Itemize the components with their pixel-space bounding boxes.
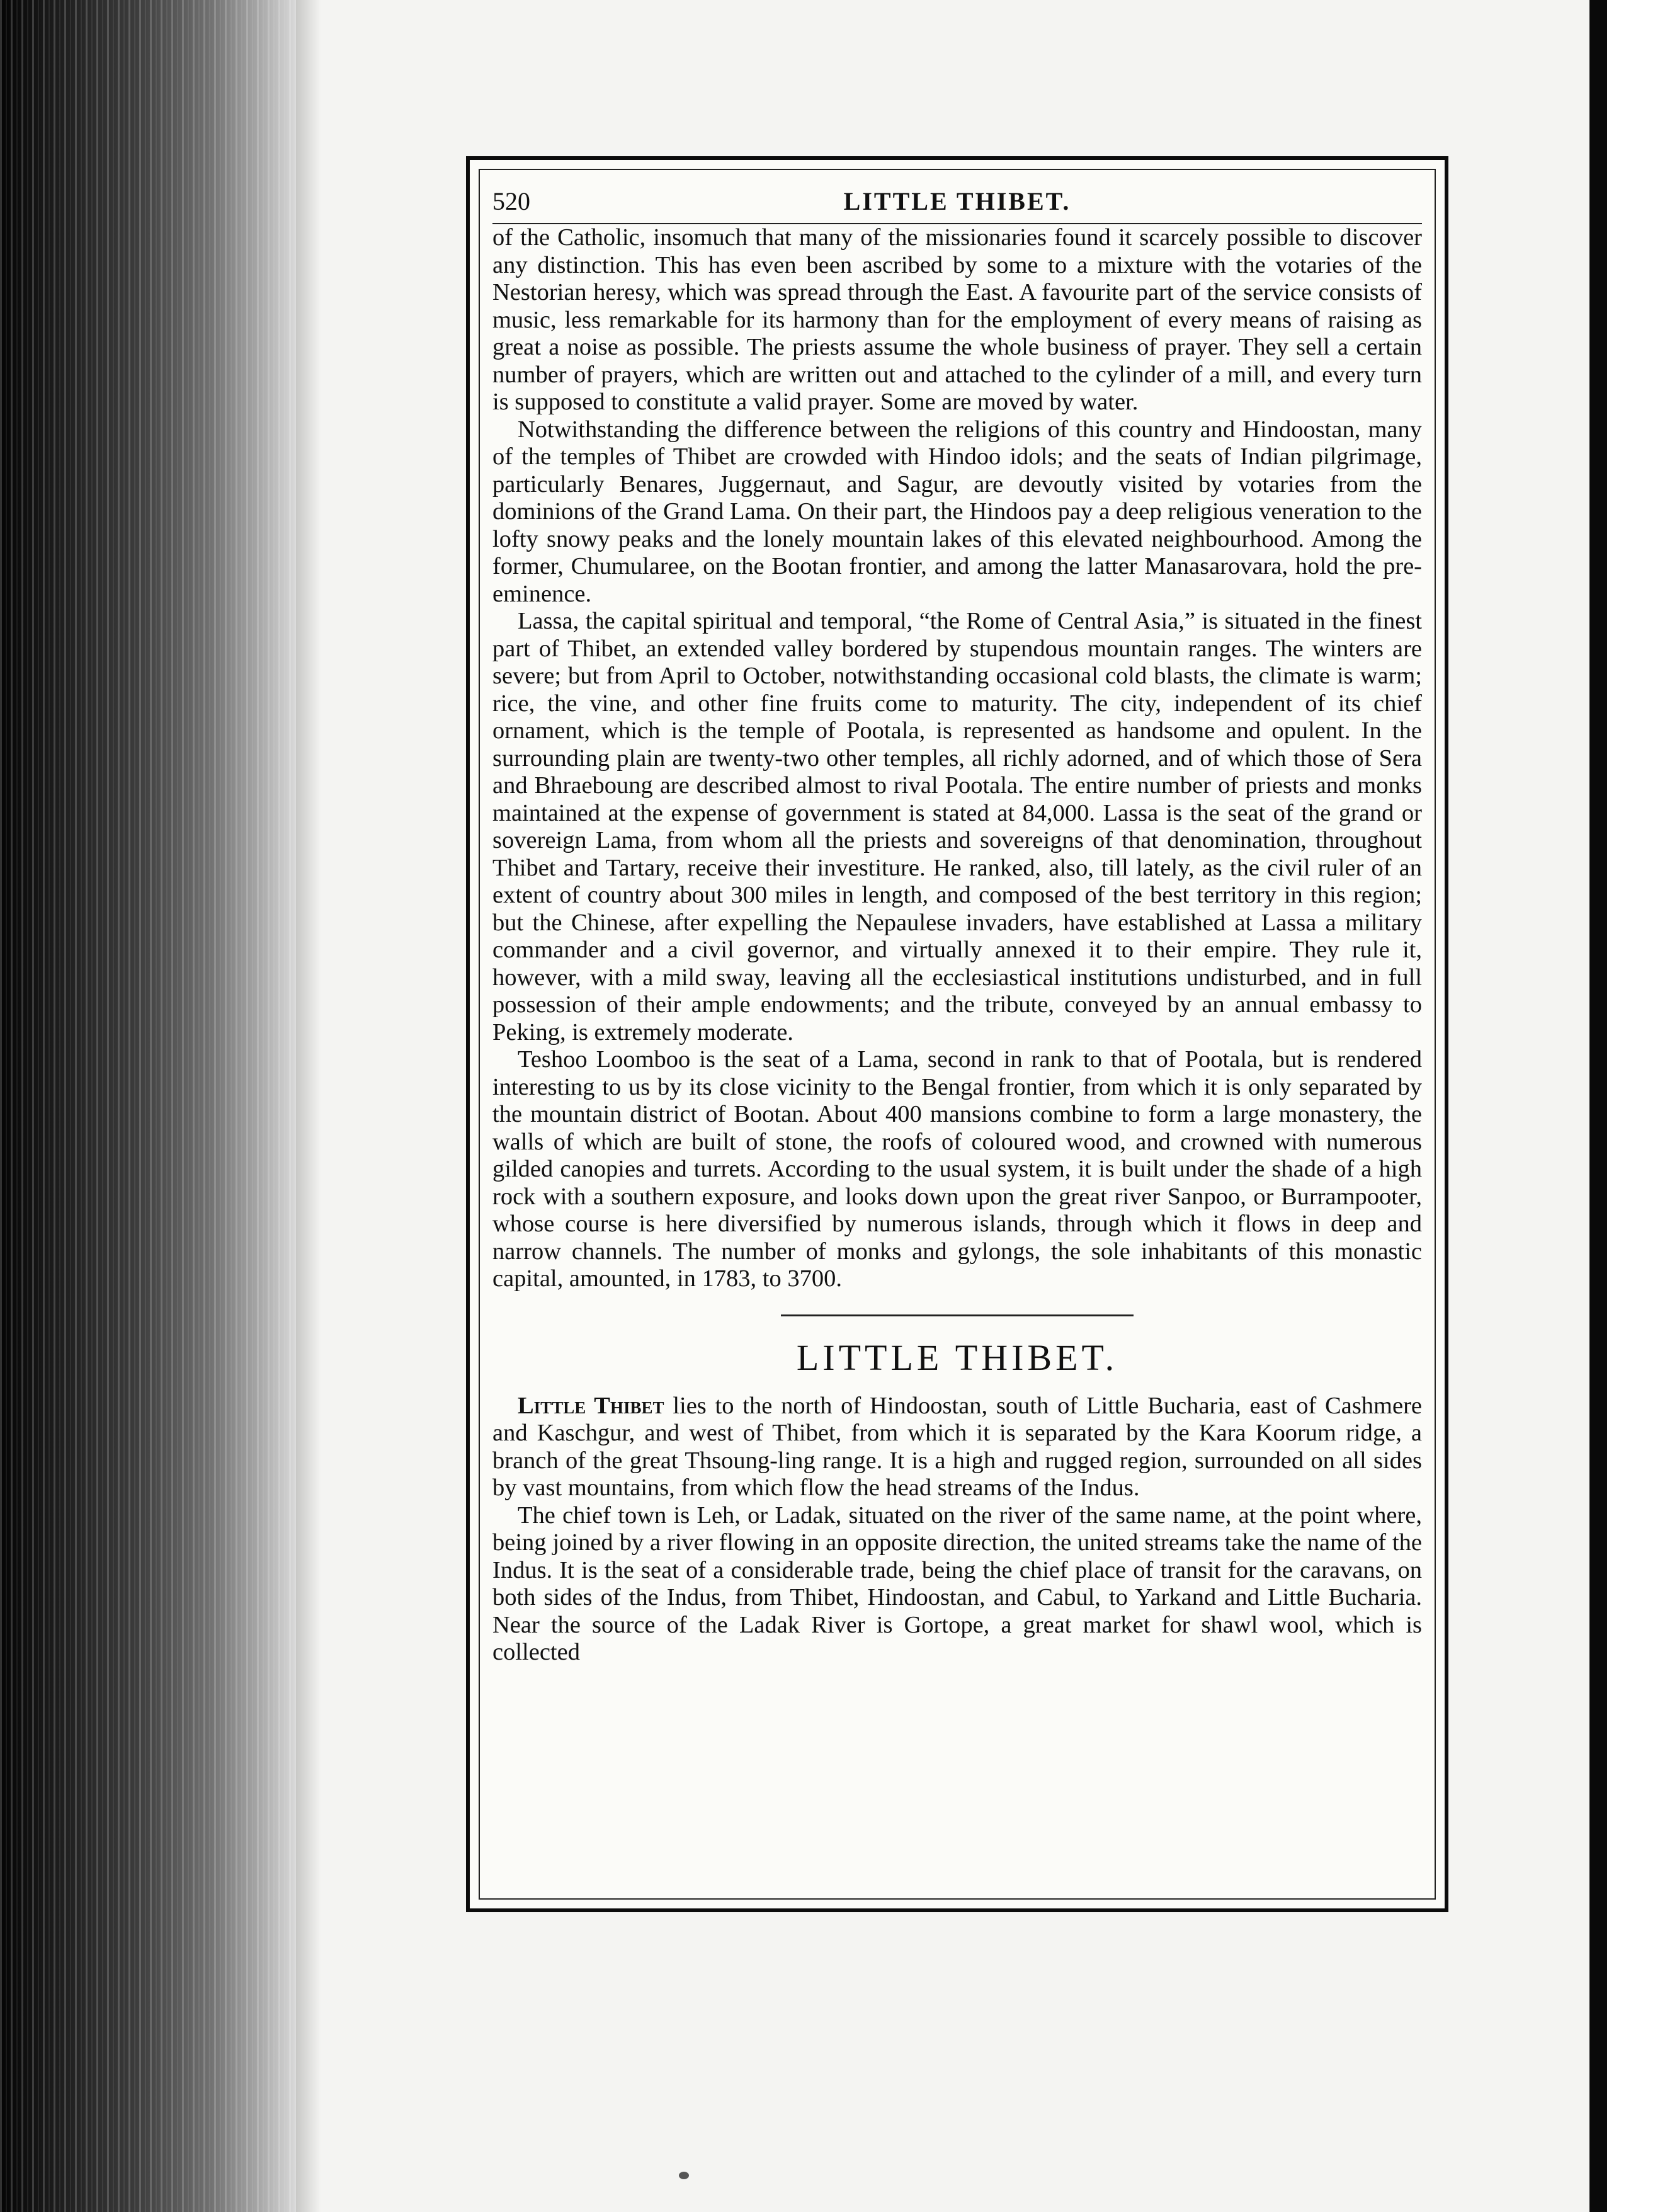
running-title: LITTLE THIBET. <box>843 187 1071 215</box>
paragraph-lassa: Lassa, the capital spiritual and temporal, “the Rome of Central Asia,” is situated in the finest part of Thibet, an extended valley bordered by stupendous mountain ranges. The winters are severe; but from April to October, notwithstanding occasional cold blasts, the climate is warm; rice, the vine, and other fine fruits come to maturity. The city, independent of its chief ornament, which is the temple of Pootala, is represented as handsome and opulent. In the surrounding plain are twenty-two other temples, all richly adorned, and of which those of Sera and Bhraeboung are described almost to rival Pootala. The entire number of priests and monks maintained at the expense of government is stated at 84,000. Lassa is the seat of the grand or sovereign Lama, from whom all the priests and sovereigns of that denomination, throughout Thibet and Tartary, receive their investiture. He ranked, also, till lately, as the civil ruler of an extent of country about 300 miles in length, and composed of the best territory in this region; but the Chinese, after expelling the Nepaulese invaders, have established at Lassa a military commander and a civil governor, and virtually annexed it to their empire. They rule it, however, with a mild sway, leaving all the ecclesiastical institutions undisturbed, and in full possession of their ample endowments; and the tribute, conveyed by an annual embassy to Peking, is extremely moderate. <box>492 608 1422 1046</box>
paragraph-leh-ladak: The chief town is Leh, or Ladak, situated on the river of the same name, at the point where, being joined by a river flowing in an opposite direction, the united streams take the name of the Indus. It is the seat of a considerable trade, being the chief place of transit for the caravans, on both sides of the Indus, from Thibet, Hindoostan, and Cabul, to Yarkand and Little Bucharia. Near the source of the Ladak River is Gortope, a great market for shawl wool, which is collected <box>492 1502 1422 1665</box>
body-text <box>492 224 1422 1667</box>
paragraph-little-thibet-intro <box>492 1393 1422 1502</box>
section-divider <box>781 1314 1134 1316</box>
page-gutter-shadow <box>296 0 321 2212</box>
running-head <box>492 183 1422 224</box>
intro-text: lies to the north of Hindoostan, south of Little Bucharia, east of Cashmere and Kaschgur, and west of Thibet, from which it is separated by the Kara Koorum ridge, a branch of the great Thsoung-ling range. It is a high and rugged region, surrounded on all sides by vast mountains, from which flow the head streams of the Indus. <box>492 1392 1422 1501</box>
paragraph-continuation: of the Catholic, insomuch that many of the missionaries found it scarcely possible to discover any distinction. This has even been ascribed by some to a mixture with the votaries of the Nestorian heresy, which was spread through the East. A favourite part of the service consists of music, less remarkable for its harmony than for the employment of every means of raising as great a noise as possible. The priests assume the whole business of prayer. They sell a certain number of prayers, which are written out and attached to the cylinder of a mill, and every turn is supposed to constitute a valid prayer. Some are moved by water. <box>492 224 1422 415</box>
facing-page-edge <box>1589 0 1660 2212</box>
paragraph-hindoo-temples: Notwithstanding the difference between the religions of this country and Hindoostan, many of the temples of Thibet are crowded with Hindoo idols; and the seats of Indian pilgrimage, particularly Benares, Juggernaut, and Sagur, are devoutly visited by votaries from the dominions of the Grand Lama. On their part, the Hindoos pay a deep religious veneration to the lofty snowy peaks and the lonely mountain lakes of this elevated neighbourhood. Among the former, Chumularee, on the Bootan frontier, and among the latter Manasarovara, hold the pre-eminence. <box>492 416 1422 607</box>
lead-words: Little Thibet <box>518 1392 664 1419</box>
page-frame <box>466 156 1448 1912</box>
paragraph-teshoo-loomboo: Teshoo Loomboo is the seat of a Lama, second in rank to that of Pootala, but is rendered interesting to us by its close vicinity to the Bengal frontier, from which it is only separated by the mountain district of Bootan. About 400 mansions combine to form a large monastery, the walls of which are built of stone, the roofs of coloured wood, and crowned with numerous gilded canopies and turrets. According to the usual system, it is built under the shade of a high rock with a southern exposure, and looks down upon the great river Sanpoo, or Burrampooter, whose course is here diversified by numerous islands, through which it flows in deep and narrow channels. The number of monks and gylongs, the sole inhabitants of this monastic capital, amounted, in 1783, to 3700. <box>492 1046 1422 1292</box>
page-number: 520 <box>492 187 530 215</box>
page-content <box>492 183 1422 1667</box>
book-spine-edge <box>0 0 296 2212</box>
scan-speck <box>679 2172 689 2179</box>
section-title: LITTLE THIBET. <box>796 1337 1118 1378</box>
